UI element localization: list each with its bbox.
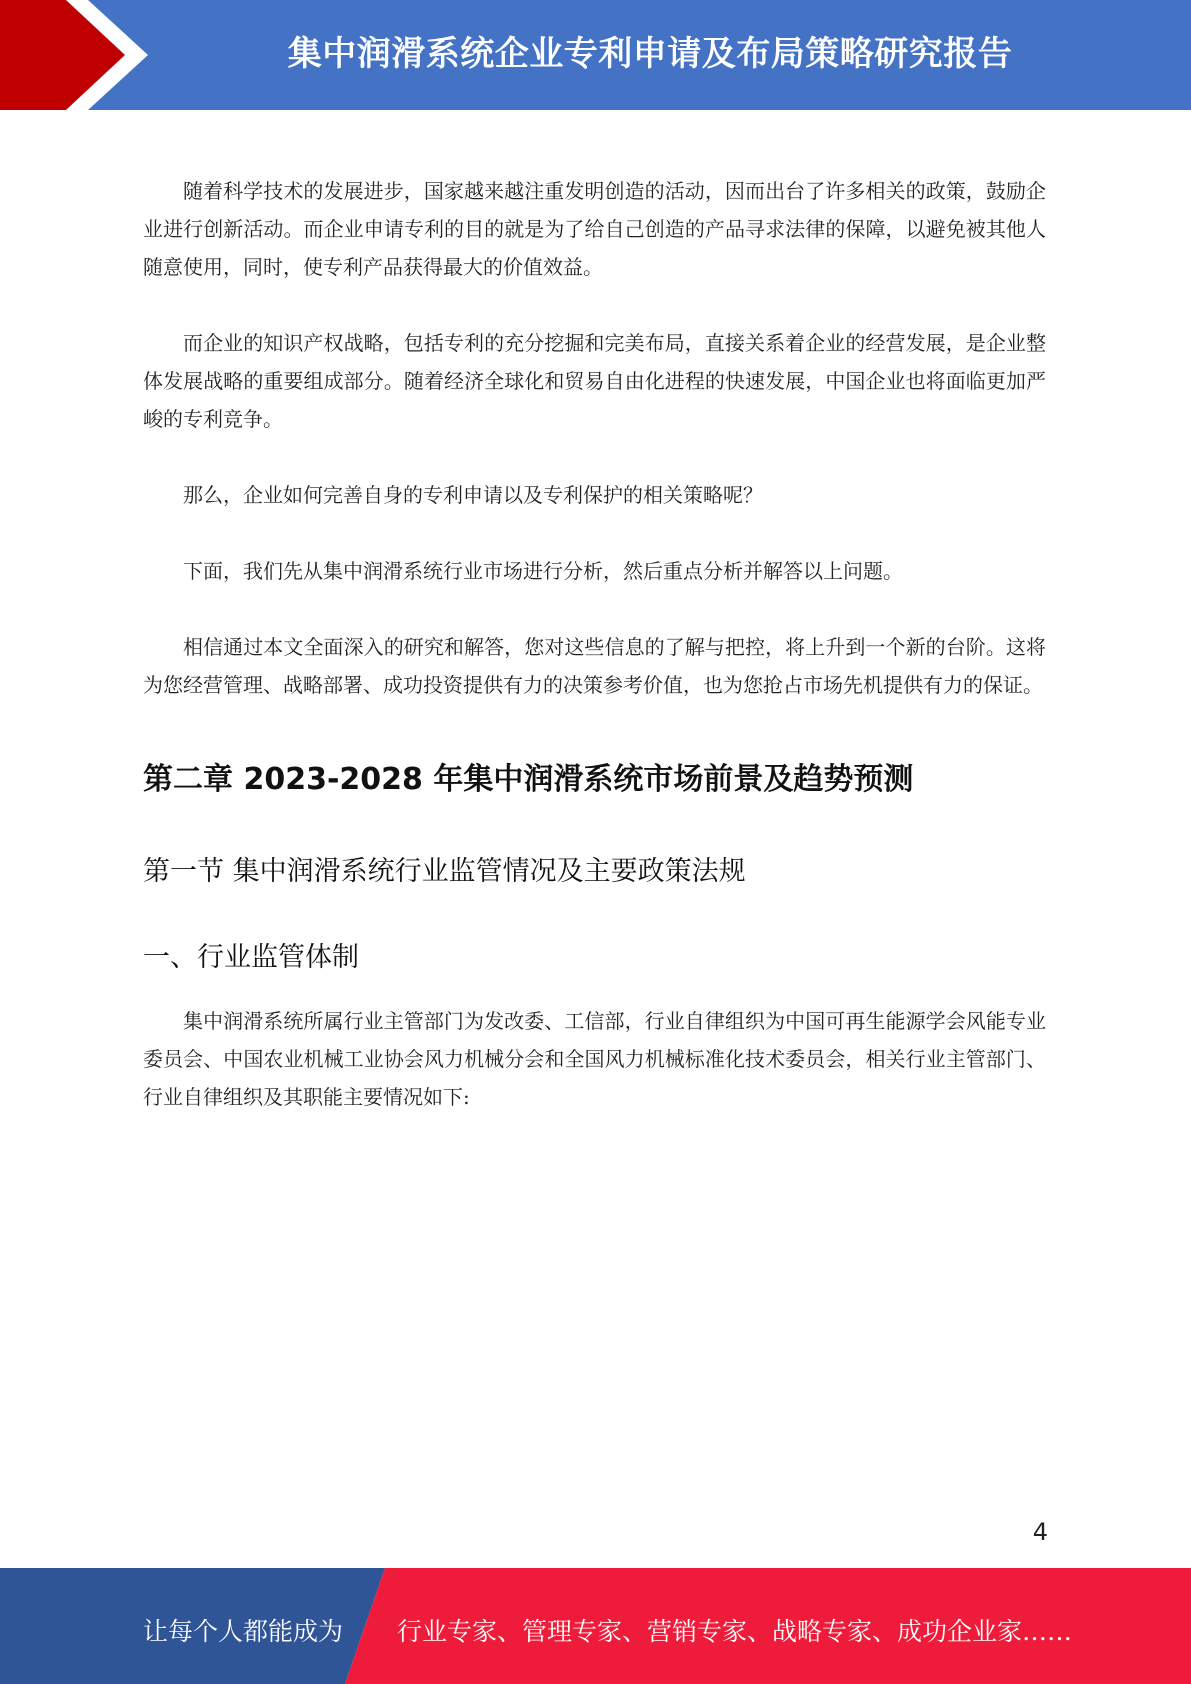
- intro-paragraph-3: 那么，企业如何完善自身的专利申请以及专利保护的相关策略呢？: [183, 483, 763, 507]
- report-title: 集中润滑系统企业专利申请及布局策略研究报告: [287, 34, 1013, 74]
- header-banner: [0, 0, 1191, 110]
- section-heading: 第一节 集中润滑系统行业监管情况及主要政策法规: [143, 856, 746, 887]
- chapter-heading: 第二章 2023-2028 年集中润滑系统市场前景及趋势预测: [143, 762, 914, 797]
- intro-paragraph-1: 随着科学技术的发展进步，国家越来越注重发明创造的活动，因而出台了许多相关的政策，鼓励企业进行创新活动。而企业申请专利的目的就是为了给自己创造的产品寻求法律的保障，以避免被其他人随意使用，同时，使专利产品获得最大的价值效益。: [143, 179, 1046, 279]
- intro-paragraph-4: 下面，我们先从集中润滑系统行业市场进行分析，然后重点分析并解答以上问题。: [183, 559, 903, 583]
- intro-paragraph-5: 相信通过本文全面深入的研究和解答，您对这些信息的了解与把控，将上升到一个新的台阶。这将为您经营管理、战略部署、成功投资提供有力的决策参考价值，也为您抢占市场先机提供有力的保证。: [143, 635, 1046, 697]
- document-body: [143, 172, 1046, 1154]
- intro-paragraph-2: 而企业的知识产权战略，包括专利的充分挖掘和完美布局，直接关系着企业的经营发展，是企业整体发展战略的重要组成部分。随着经济全球化和贸易自由化进程的快速发展，中国企业也将面临更加严峻的专利竞争。: [143, 331, 1046, 431]
- regulation-paragraph: 集中润滑系统所属行业主管部门为发改委、工信部，行业自律组织为中国可再生能源学会风能专业委员会、中国农业机械工业协会风力机械分会和全国风力机械标准化技术委员会，相关行业主管部门、行业自律组织及其职能主要情况如下:: [143, 1009, 1046, 1109]
- footer-banner: [0, 1568, 1191, 1684]
- subsection-heading: 一、行业监管体制: [143, 942, 359, 973]
- footer-slogan-left: 让每个人都能成为: [143, 1617, 344, 1646]
- page-number: 4: [1032, 1518, 1048, 1546]
- footer-slogan-right: 行业专家、管理专家、营销专家、战略专家、成功企业家……: [397, 1617, 1073, 1646]
